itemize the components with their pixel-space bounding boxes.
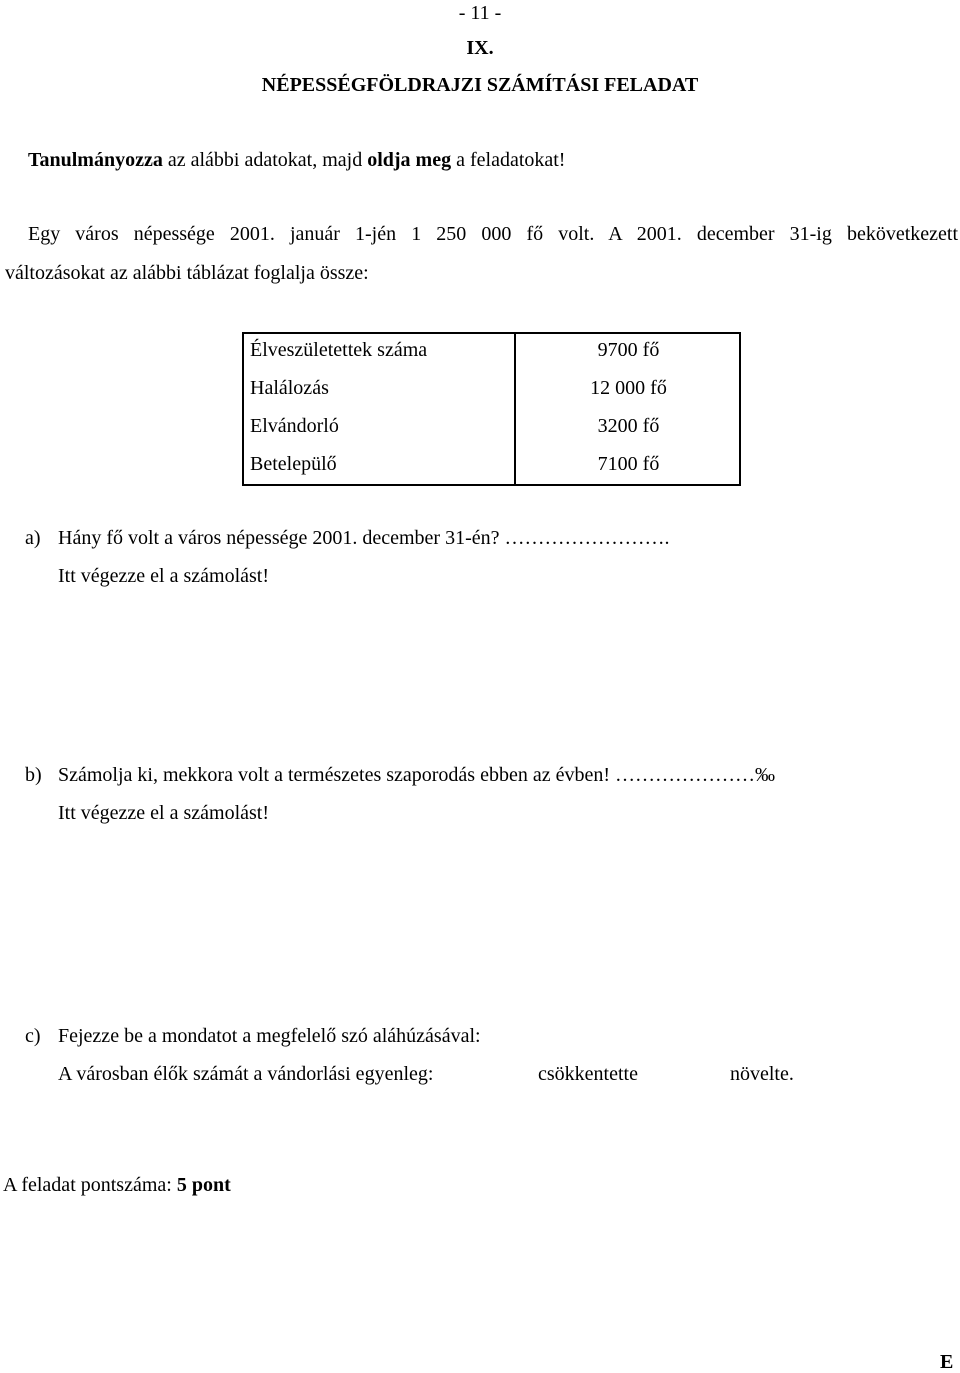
instruction-end: a feladatokat! bbox=[451, 149, 566, 171]
table-row-value-births: 9700 fő bbox=[597, 339, 660, 361]
score-value: 5 pont bbox=[176, 1174, 231, 1196]
option-decreased[interactable]: csökkentette bbox=[538, 1063, 638, 1085]
question-c-text: Fejezze be a mondatot a megfelelő szó aláhúzásával: bbox=[58, 1025, 481, 1047]
corner-mark: E bbox=[940, 1351, 954, 1373]
table-row-label-immigrants: Betelepülő bbox=[250, 453, 337, 475]
instruction-verb-solve: oldja meg bbox=[367, 149, 452, 171]
question-c-letter: c) bbox=[25, 1025, 41, 1047]
table-row-label-emigrants: Elvándorló bbox=[250, 415, 339, 437]
task-title: NÉPESSÉGFÖLDRAJZI SZÁMÍTÁSI FELADAT bbox=[261, 74, 699, 96]
question-b-answer-blank[interactable]: …………………‰ bbox=[610, 764, 776, 786]
question-a-letter: a) bbox=[25, 527, 41, 549]
question-b-letter: b) bbox=[25, 764, 42, 786]
table-row-value-immigrants: 7100 fő bbox=[597, 453, 660, 475]
score-label: A feladat pontszáma: bbox=[3, 1174, 177, 1196]
instruction-line bbox=[28, 150, 565, 170]
question-a-text: Hány fő volt a város népessége 2001. december 31-én? bbox=[58, 527, 500, 549]
question-b-work-prompt: Itt végezze el a számolást! bbox=[58, 802, 269, 824]
question-b-line bbox=[58, 765, 775, 785]
question-a-work-prompt: Itt végezze el a számolást! bbox=[58, 565, 269, 587]
question-c-sentence-start: A városban élők számát a vándorlási egyenleg: bbox=[58, 1063, 434, 1085]
instruction-middle: az alábbi adatokat, majd bbox=[162, 149, 368, 171]
question-b-text: Számolja ki, mekkora volt a természetes szaporodás ebben az évben! bbox=[58, 764, 611, 786]
table-row-label-deaths: Halálozás bbox=[250, 377, 329, 399]
table-row-label-births: Élveszületettek száma bbox=[250, 339, 428, 361]
page-number: - 11 - bbox=[458, 2, 502, 24]
instruction-verb-study: Tanulmányozza bbox=[28, 149, 163, 171]
score-line bbox=[3, 1175, 231, 1195]
intro-line-2: változásokat az alábbi táblázat foglalja össze: bbox=[5, 262, 369, 284]
table-row-value-deaths: 12 000 fő bbox=[590, 377, 667, 399]
population-change-table bbox=[242, 332, 741, 486]
section-number: IX. bbox=[466, 37, 494, 59]
question-a-line bbox=[58, 528, 670, 548]
option-increased[interactable]: növelte. bbox=[730, 1063, 794, 1085]
question-a-answer-blank[interactable]: ……………………. bbox=[499, 527, 670, 549]
table-row-value-emigrants: 3200 fő bbox=[597, 415, 660, 437]
intro-line-1: Egy város népessége 2001. január 1-jén 1 250 000 fő volt. A 2001. december 31-ig bekövetkezett bbox=[28, 223, 958, 245]
